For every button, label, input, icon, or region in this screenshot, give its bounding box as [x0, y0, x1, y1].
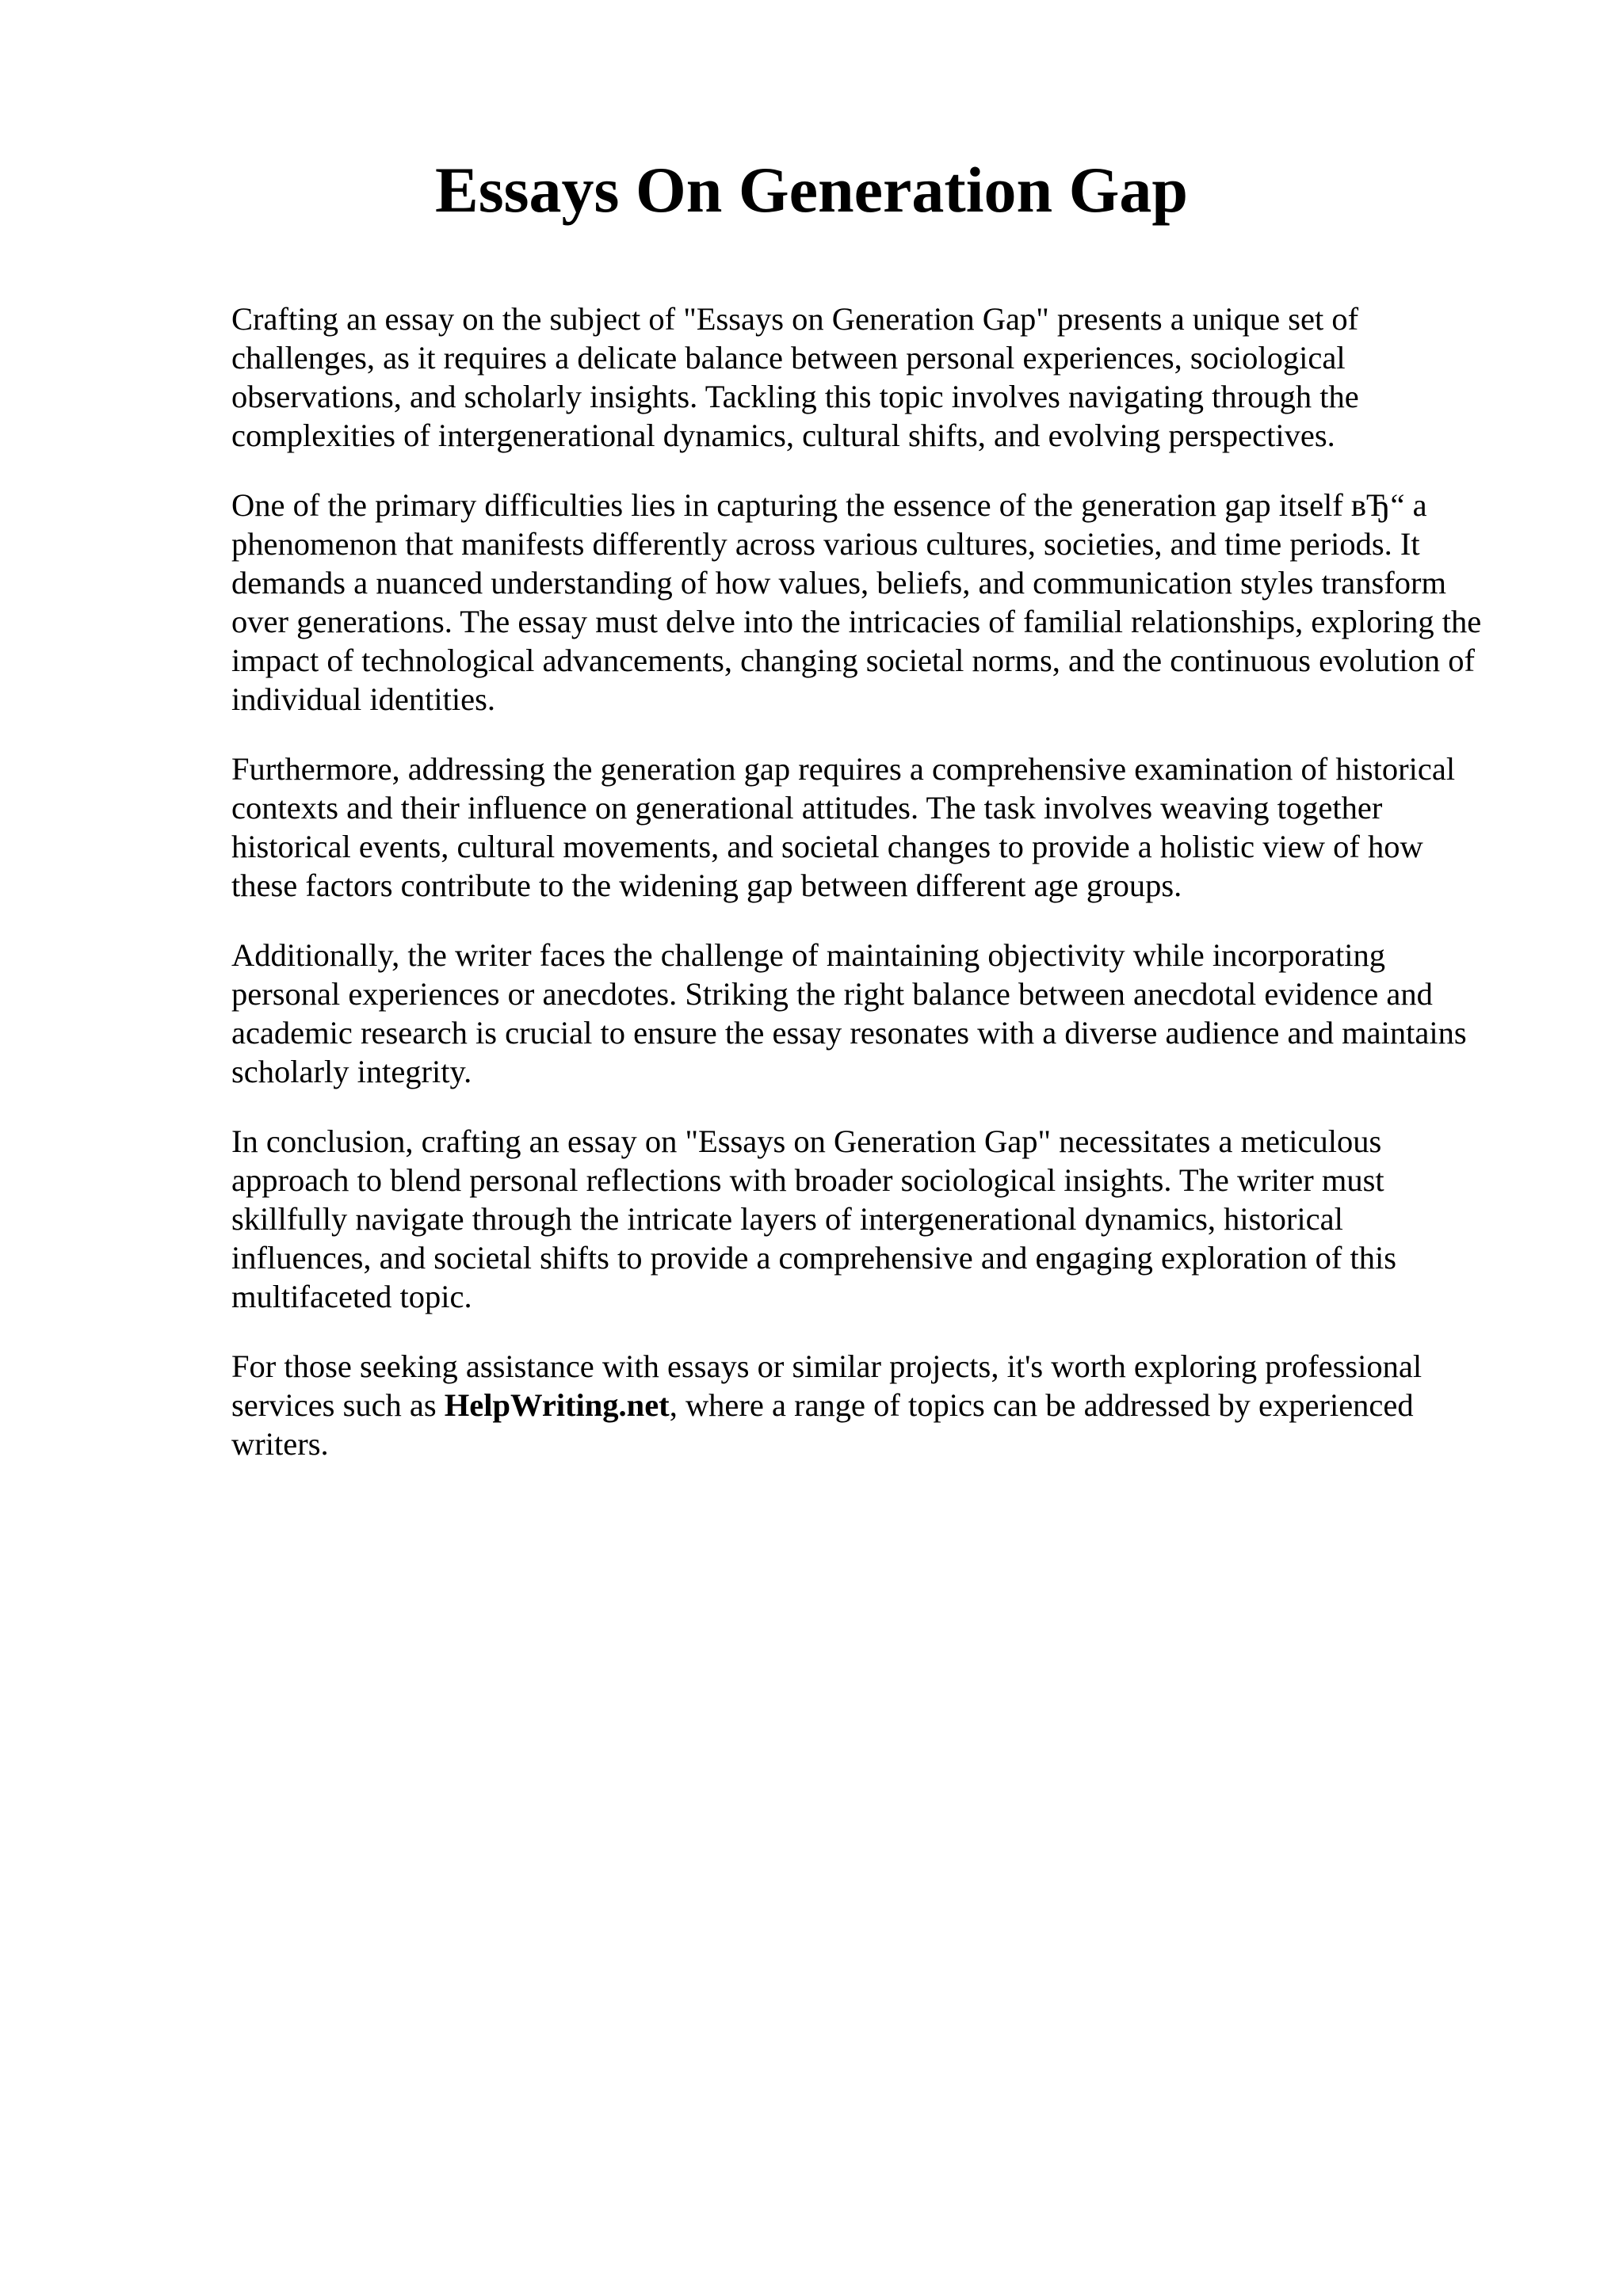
paragraph-historical: [231, 749, 1531, 905]
paragraph-line: personal experiences or anecdotes. Striking the right balance between anecdotal evidence and: [231, 976, 1433, 1012]
paragraph-line: historical events, cultural movements, and societal changes to provide a holistic view of how: [231, 829, 1423, 864]
paragraph-line: individual identities.: [231, 681, 495, 717]
paragraph-line: impact of technological advancements, changing societal norms, and the continuous evolution of: [231, 643, 1475, 678]
paragraph-line: In conclusion, crafting an essay on "Essays on Generation Gap" necessitates a meticulous: [231, 1123, 1382, 1159]
paragraph-line: observations, and scholarly insights. Tackling this topic involves navigating through the: [231, 379, 1359, 414]
paragraph-conclusion: [231, 1122, 1531, 1316]
paragraph-line: demands a nuanced understanding of how values, beliefs, and communication styles transform: [231, 565, 1446, 601]
paragraph-closing: [231, 1347, 1531, 1463]
paragraph-line: writers.: [231, 1426, 329, 1462]
paragraph-objectivity: [231, 936, 1531, 1091]
paragraph-line: One of the primary difficulties lies in capturing the essence of the generation gap itself вЂ“ a: [231, 487, 1427, 523]
paragraph-line: scholarly integrity.: [231, 1054, 472, 1089]
paragraph-line: complexities of intergenerational dynamics, cultural shifts, and evolving perspectives.: [231, 418, 1335, 453]
paragraph-line: approach to blend personal reflections with broader sociological insights. The writer must: [231, 1162, 1384, 1198]
helpwriting-link[interactable]: HelpWriting.net: [444, 1387, 670, 1423]
document-body: [231, 299, 1531, 1494]
paragraph-line: phenomenon that manifests differently across various cultures, societies, and time periods. It: [231, 526, 1420, 562]
paragraph-line: multifaceted topic.: [231, 1279, 472, 1314]
paragraph-line: over generations. The essay must delve into the intricacies of familial relationships, exploring the: [231, 604, 1482, 639]
document-title: Essays On Generation Gap: [435, 154, 1188, 226]
paragraph-intro: [231, 299, 1531, 455]
closing-text-before: services such as: [231, 1387, 445, 1423]
paragraph-line: For those seeking assistance with essays or similar projects, it's worth exploring professional: [231, 1348, 1423, 1384]
paragraph-line: these factors contribute to the widening gap between different age groups.: [231, 868, 1182, 903]
paragraph-line-with-link: [231, 1386, 1531, 1425]
paragraph-line: academic research is crucial to ensure the essay resonates with a diverse audience and maintains: [231, 1015, 1467, 1051]
paragraph-line: Furthermore, addressing the generation gap requires a comprehensive examination of historical: [231, 751, 1456, 787]
paragraph-line: influences, and societal shifts to provide a comprehensive and engaging exploration of this: [231, 1240, 1396, 1276]
paragraph-line: Additionally, the writer faces the challenge of maintaining objectivity while incorporating: [231, 937, 1386, 973]
closing-text-after: , where a range of topics can be addressed by experienced: [669, 1387, 1414, 1423]
paragraph-line: challenges, as it requires a delicate balance between personal experiences, sociological: [231, 340, 1346, 376]
paragraph-line: Crafting an essay on the subject of "Essays on Generation Gap" presents a unique set of: [231, 301, 1359, 337]
paragraph-line: contexts and their influence on generational attitudes. The task involves weaving together: [231, 790, 1383, 826]
paragraph-difficulties: [231, 486, 1531, 719]
paragraph-line: skillfully navigate through the intricate layers of intergenerational dynamics, historical: [231, 1201, 1343, 1237]
